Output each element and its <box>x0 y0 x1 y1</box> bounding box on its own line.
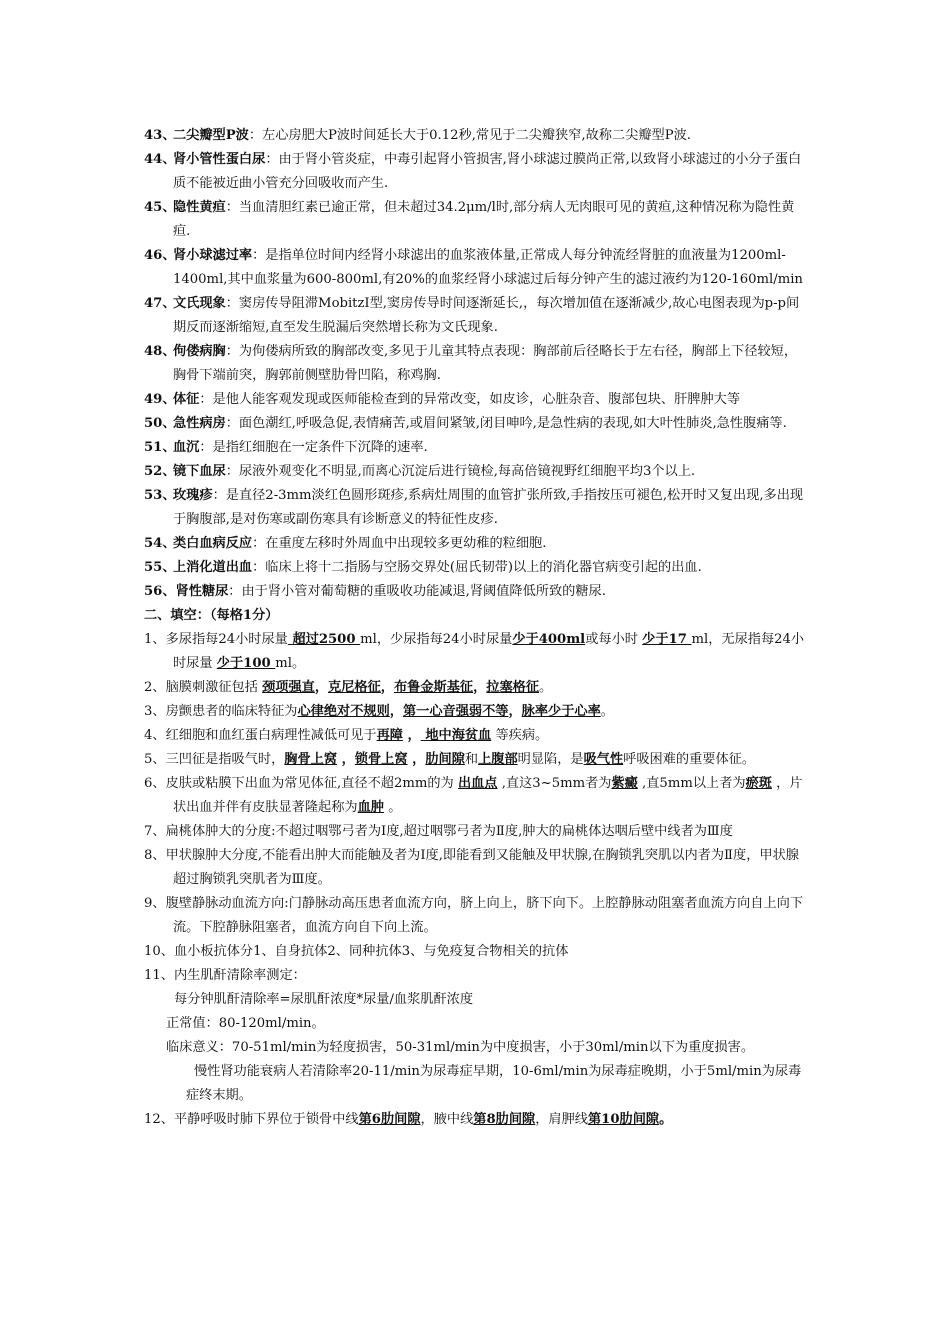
fill-text: ,直5mm以上者为 <box>637 776 746 791</box>
fill-answer: 心律绝对不规则 <box>297 704 390 719</box>
fill-text: 3、房颤患者的临床特征为 <box>144 704 298 719</box>
fill-item-7: 7、扁桃体肿大的分度:不超过咽鄂弓者为Ⅰ度,超过咽鄂弓者为Ⅱ度,肿大的扁桃体达咽后壁中线者为Ⅲ度 <box>144 824 733 839</box>
definition-number: 50、 <box>144 416 176 431</box>
definition-text: ：在重度左移时外周血中出现较多更幼稚的粒细胞. <box>252 536 547 551</box>
definition-number: 48、 <box>144 344 176 359</box>
clearance-normal-value: 正常值：80-120ml/min。 <box>166 1016 325 1031</box>
fill-text: 。 <box>659 1112 673 1127</box>
definition-number: 52、 <box>144 464 176 479</box>
fill-text: 2、脑膜刺激征包括 <box>144 680 263 695</box>
definition-item <box>144 532 809 556</box>
fill-answer: 克尼格征 <box>328 680 381 695</box>
fill-text: 或每小时 <box>585 632 643 647</box>
definition-item <box>144 148 809 196</box>
fill-text: 和 <box>464 752 479 767</box>
definition-term: 镜下血尿 <box>173 464 226 479</box>
fill-answer: 瘀斑 <box>745 776 772 791</box>
fill-answer: 锁骨上窝 <box>354 752 408 767</box>
fill-text: ， <box>380 680 394 695</box>
fill-answer: 胸骨上窝 <box>284 752 338 767</box>
definition-number: 47、 <box>144 296 176 311</box>
fill-text: ， <box>473 680 487 695</box>
fill-text: 明显陷，是 <box>517 752 584 767</box>
definition-item <box>144 436 809 460</box>
definition-item <box>144 292 809 340</box>
fill-text: ， <box>314 680 329 695</box>
fill-answer: 超过2500 <box>287 632 361 647</box>
fill-answer: 第一心音强弱不等 <box>402 704 509 719</box>
definition-list <box>144 124 809 604</box>
fill-item-3 <box>144 700 809 724</box>
definition-number: 56、 <box>144 584 176 599</box>
definition-number: 45、 <box>144 200 176 215</box>
fill-answer: 少于100 <box>216 656 276 671</box>
fill-item-12 <box>144 1108 809 1132</box>
definition-number: 54、 <box>144 536 176 551</box>
fill-text: 1、多尿指每24小时尿量 <box>144 632 288 647</box>
fill-answer: 地中海贫血 <box>420 728 492 743</box>
definition-number: 55、 <box>144 560 176 575</box>
definition-text: ：当血清胆红素已逾正常，但未超过34.2μm/l时,部分病人无肉眼可见的黄疸,这种情况称为隐性黄疸. <box>173 200 795 239</box>
definition-text: ：由于肾小管对葡萄糖的重吸收功能减退,肾阈值降低所致的糖尿. <box>228 584 606 599</box>
fill-text: 呼吸困难的重要体征。 <box>623 752 756 767</box>
definition-item <box>144 556 809 580</box>
fill-text: ,直这3~5mm者为 <box>497 776 612 791</box>
fill-text: ml，无尿指每24小时尿量 <box>173 632 805 671</box>
fill-answer: 紫癜 <box>611 776 638 791</box>
definition-item <box>144 412 809 436</box>
definition-term: 二尖瓣型P波 <box>173 128 249 143</box>
fill-answer: 血肿 <box>357 800 384 815</box>
definition-text: ：窦房传导阻滞MobitzⅠ型,窦房传导时间逐渐延长,，每次增加值在逐渐减少,故心电图表现为p-p间期反而逐渐缩短,直至发生脱漏后突然增长称为文氏现象. <box>173 296 800 335</box>
definition-term: 急性病房 <box>173 416 226 431</box>
fill-text: ，片状出血并伴有皮肤显著隆起称为 <box>173 776 803 815</box>
definition-text: ：是直径2-3mm淡红色圆形斑疹,系病灶周围的血管扩张所致,手指按压可褪色,松开时又复出现,多出现于胸腹部,是对伤寒或副伤寒具有诊断意义的特征性皮疹. <box>173 488 804 527</box>
fill-text: 等疾病。 <box>491 728 549 743</box>
fill-text: 5、三凹征是指吸气时， <box>144 752 285 767</box>
section-heading: 二、填空：（每格1分） <box>144 608 279 623</box>
fill-text: 。 <box>600 704 614 719</box>
definition-number: 51、 <box>144 440 176 455</box>
definition-text: ：为佝偻病所致的胸部改变,多见于儿童其特点表现：胸部前后径略长于左右径，胸部上下径较短，胸骨下端前突，胸郭前侧壁肋骨凹陷，称鸡胸. <box>173 344 798 383</box>
definition-number: 49、 <box>144 392 176 407</box>
fill-item-5 <box>144 748 809 772</box>
definition-term: 佝偻病胸 <box>173 344 226 359</box>
fill-text: ， <box>402 728 421 743</box>
fill-text: ml。 <box>275 656 306 671</box>
fill-item-9: 9、腹壁静脉动血流方向:门静脉动高压患者血流方向，脐上向上，脐下向下。上腔静脉动阻塞者血流方向自上向下流。下腔静脉阻塞者，血流方向自下向上流。 <box>144 896 804 935</box>
fill-text: 6、皮肤或粘膜下出血为常见体征,直径不超2mm的为 <box>144 776 458 791</box>
definition-term: 体征 <box>173 392 200 407</box>
fill-text: ， <box>508 704 522 719</box>
definition-text: ：是他人能客观发现或医师能检查到的异常改变，如皮诊，心脏杂音、腹部包块、肝脾肿大等 <box>199 392 741 407</box>
fill-item-8: 8、甲状腺肿大分度,不能看出肿大而能触及者为Ⅰ度,即能看到又能触及甲状腺,在胸锁乳突肌以内者为Ⅱ度，甲状腺超过胸锁乳突肌者为Ⅲ度。 <box>144 848 799 887</box>
fill-item-2 <box>144 676 809 700</box>
fill-answer: 布鲁金斯基征 <box>393 680 474 695</box>
definition-term: 肾小管性蛋白尿 <box>173 152 266 167</box>
document-page <box>144 124 809 1132</box>
definition-item <box>144 124 809 148</box>
fill-text: 12、平静呼吸时肺下界位于锁骨中线 <box>144 1112 359 1127</box>
fill-answer: 少于17 <box>642 632 692 647</box>
fill-answer: 肋间隙 <box>425 752 465 767</box>
definition-number: 53、 <box>144 488 176 503</box>
definition-item <box>144 388 809 412</box>
fill-answer: 第6肋间隙 <box>358 1112 421 1127</box>
definition-item <box>144 340 809 388</box>
clearance-ckd-stages: 慢性肾功能衰病人若清除率20-11/min为尿毒症早期，10-6ml/min为尿毒症晚期，小于5ml/min为尿毒症终末期。 <box>186 1064 802 1103</box>
definition-term: 上消化道出血 <box>173 560 253 575</box>
fill-text: ， <box>389 704 403 719</box>
definition-term: 肾小球滤过率 <box>173 248 253 263</box>
fill-answer: 第10肋间隙 <box>587 1112 660 1127</box>
definition-text: ：面色潮红,呼吸急促,表情痛苦,或眉间紧皱,闭目呻吟,是急性病的表现,如大叶性肺炎,急性腹痛等. <box>225 416 787 431</box>
definition-text: ：是指红细胞在一定条件下沉降的速率. <box>199 440 428 455</box>
fill-text: ， <box>407 752 426 767</box>
definition-term: 玫瑰疹 <box>173 488 213 503</box>
definition-text: ：尿液外观变化不明显,而离心沉淀后进行镜检,每高倍镜视野红细胞平均3个以上. <box>225 464 696 479</box>
fill-item-6 <box>144 772 809 820</box>
definition-item <box>144 460 809 484</box>
fill-text: ml，少尿指每24小时尿量 <box>360 632 513 647</box>
fill-item-4 <box>144 724 809 748</box>
definition-term: 类白血病反应 <box>173 536 253 551</box>
definition-text: ：左心房肥大P波时间延长大于0.12秒,常见于二尖瓣狭窄,故称二尖瓣型P波. <box>248 128 691 143</box>
definition-item <box>144 484 809 532</box>
fill-answer: 第8肋间隙 <box>473 1112 536 1127</box>
definition-item <box>144 196 809 244</box>
fill-answer: 吸气性 <box>583 752 624 767</box>
definition-text: ：是指单位时间内经肾小球滤出的血浆液体量,正常成人每分钟流经肾脏的血液量为1200ml-1400ml,其中血浆量为600-800ml,有20%的血浆经肾小球滤过后每分钟产生的滤过液约为120-160ml/min <box>173 248 803 287</box>
definition-item <box>144 580 809 604</box>
definition-term: 文氏现象 <box>173 296 226 311</box>
definition-number: 44、 <box>144 152 176 167</box>
fill-answer: 拉塞格征 <box>486 680 540 695</box>
definition-number: 46、 <box>144 248 176 263</box>
clearance-clinical-meaning: 临床意义：70-51ml/min为轻度损害，50-31ml/min为中度损害，小于30ml/min以下为重度损害。 <box>166 1040 755 1055</box>
definition-term: 肾性糖尿 <box>175 584 229 599</box>
fill-text: ，腋中线 <box>420 1112 474 1127</box>
fill-item-11: 11、内生肌酐清除率测定： <box>144 968 306 983</box>
definition-term: 隐性黄疸 <box>173 200 226 215</box>
definition-text: ：临床上将十二指肠与空肠交界处(屈氏韧带)以上的消化器官病变引起的出血. <box>252 560 702 575</box>
fill-item-1 <box>144 628 809 676</box>
fill-answer: 颈项强直 <box>262 680 315 695</box>
fill-answer: 出血点 <box>457 776 498 791</box>
definition-item <box>144 244 809 292</box>
fill-text: 4、红细胞和血红蛋白病理性减低可见于 <box>144 728 377 743</box>
clearance-formula: 每分钟肌酐清除率=尿肌酐浓度*尿量/血浆肌酐浓度 <box>174 992 474 1007</box>
fill-answer: 上腹部 <box>478 752 518 767</box>
definition-text: ：由于肾小管炎症，中毒引起肾小管损害,肾小球滤过膜尚正常,以致肾小球滤过的小分子蛋白质不能被近曲小管充分回吸收而产生. <box>173 152 802 191</box>
definition-number: 43、 <box>144 128 176 143</box>
fill-text: ，肩胛线 <box>535 1112 588 1127</box>
fill-text: 。 <box>539 680 553 695</box>
fill-answer: 再障 <box>376 728 403 743</box>
definition-term: 血沉 <box>173 440 200 455</box>
fill-text: ， <box>337 752 355 767</box>
fill-text: 。 <box>384 800 402 815</box>
fill-item-10: 10、血小板抗体分1、自身抗体2、同种抗体3、与免疫复合物相关的抗体 <box>144 944 569 959</box>
fill-answer: 脉率少于心率 <box>521 704 601 719</box>
fill-answer: 少于400ml <box>512 632 586 647</box>
